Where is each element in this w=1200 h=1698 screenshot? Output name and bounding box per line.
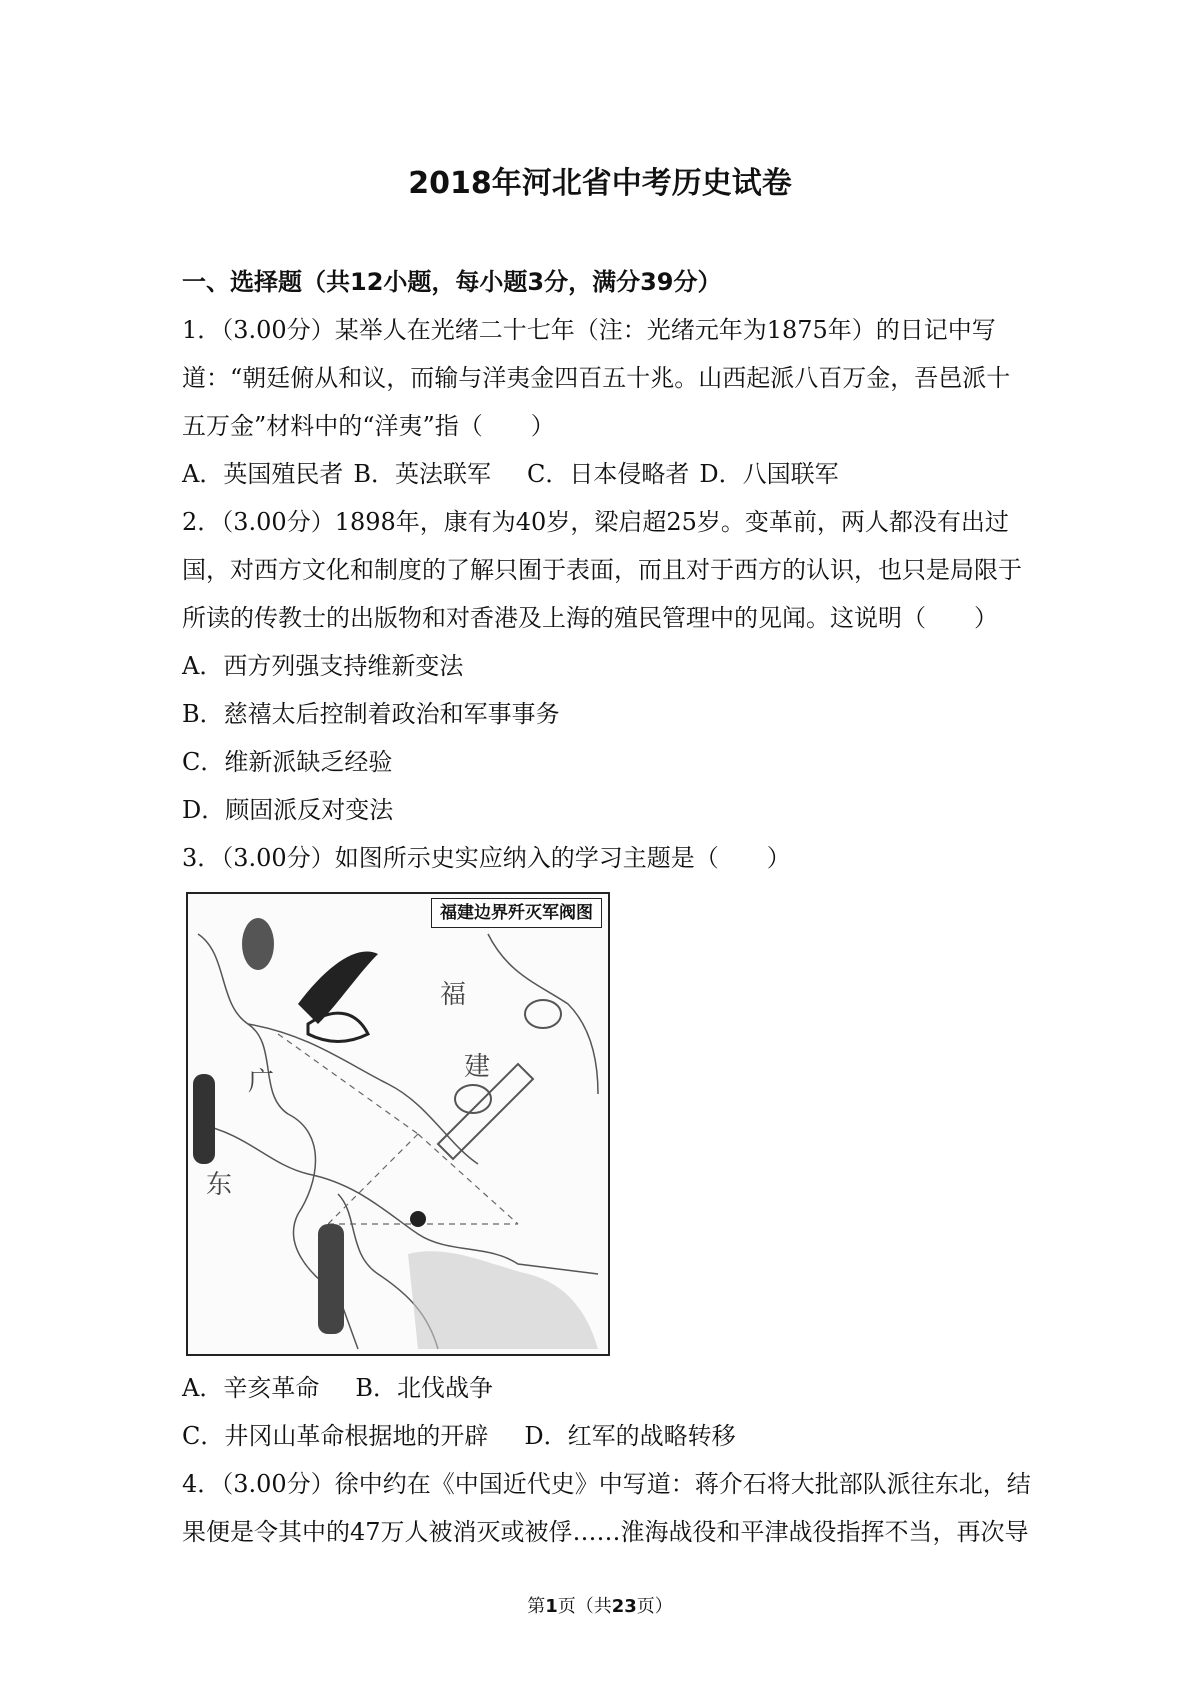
map-label-fu: 福 [440,980,467,1010]
q2-option-d: D．顾固派反对变法 [182,796,394,824]
question-2-text: 2．（3.00分）1898年，康有为40岁，梁启超25岁。变革前，两人都没有出过国，对西方文化和制度的了解只囿于表面，而且对于西方的认识，也只是局限于所读的传教士的出版物和对香港及上海的殖民管理中的见闻。这说明（ ） [182,508,1022,632]
question-3-options-row-1 [182,1364,1032,1412]
question-3-options-row-2 [182,1412,1032,1460]
q2-option-a: A．西方列强支持维新变法 [182,652,464,680]
question-4-text: 4．（3.00分）徐中约在《中国近代史》中写道：蒋介石将大批部队派往东北，结果便是令其中的47万人被消灭或被俘……淮海战役和平津战役指挥不当，再次导 [182,1470,1031,1546]
map-label-jian: 建 [464,1052,491,1082]
footer-mid: 页（共 [557,1596,612,1617]
q1-option-a: A．英国殖民者 [182,460,344,488]
q2-option-c: C．维新派缺乏经验 [182,748,393,776]
map-title: 福建边界歼灭军阀图 [431,898,602,928]
question-content [182,258,1032,1556]
question-3-text: 3．（3.00分）如图所示史实应纳入的学习主题是（ ） [182,844,791,872]
footer-total-pages: 23 [611,1596,637,1617]
question-1-text: 1．（3.00分）某举人在光绪二十七年（注：光绪元年为1875年）的日记中写道：“朝廷俯从和议，而输与洋夷金四百五十兆。山西起派八百万金，吾邑派十五万金”材料中的“洋夷”指（ ） [182,316,1011,440]
q2-option-b: B．慈禧太后控制着政治和军事事务 [182,700,560,728]
section-heading: 一、选择题（共12小题，每小题3分，满分39分） [182,268,722,296]
historical-map-figure [186,892,610,1356]
footer-page-number: 1 [545,1596,558,1617]
q1-option-c: C．日本侵略者 [526,460,690,488]
map-label-guang: 广 [248,1067,275,1097]
q3-option-a: A．辛亥革命 [182,1374,320,1402]
footer-prefix: 第 [527,1596,546,1617]
map-label-dong: 东 [206,1170,233,1200]
page-footer [0,1592,1200,1618]
q3-option-c: C．井冈山革命根据地的开辟 [182,1422,489,1450]
footer-suffix: 页） [636,1596,673,1617]
army-marker-south [318,1224,344,1334]
q3-option-d: D．红军的战略转移 [524,1422,736,1450]
q1-option-d: D．八国联军 [699,460,839,488]
army-marker-north [242,918,274,970]
page-title: 2018年河北省中考历史试卷 [408,166,792,201]
question-1-options [182,450,1032,498]
q1-option-b: B．英法联军 [353,460,491,488]
army-marker-east [410,1211,426,1227]
q3-option-b: B．北伐战争 [355,1374,493,1402]
map-drawing [188,894,608,1354]
army-marker-west [193,1074,215,1164]
